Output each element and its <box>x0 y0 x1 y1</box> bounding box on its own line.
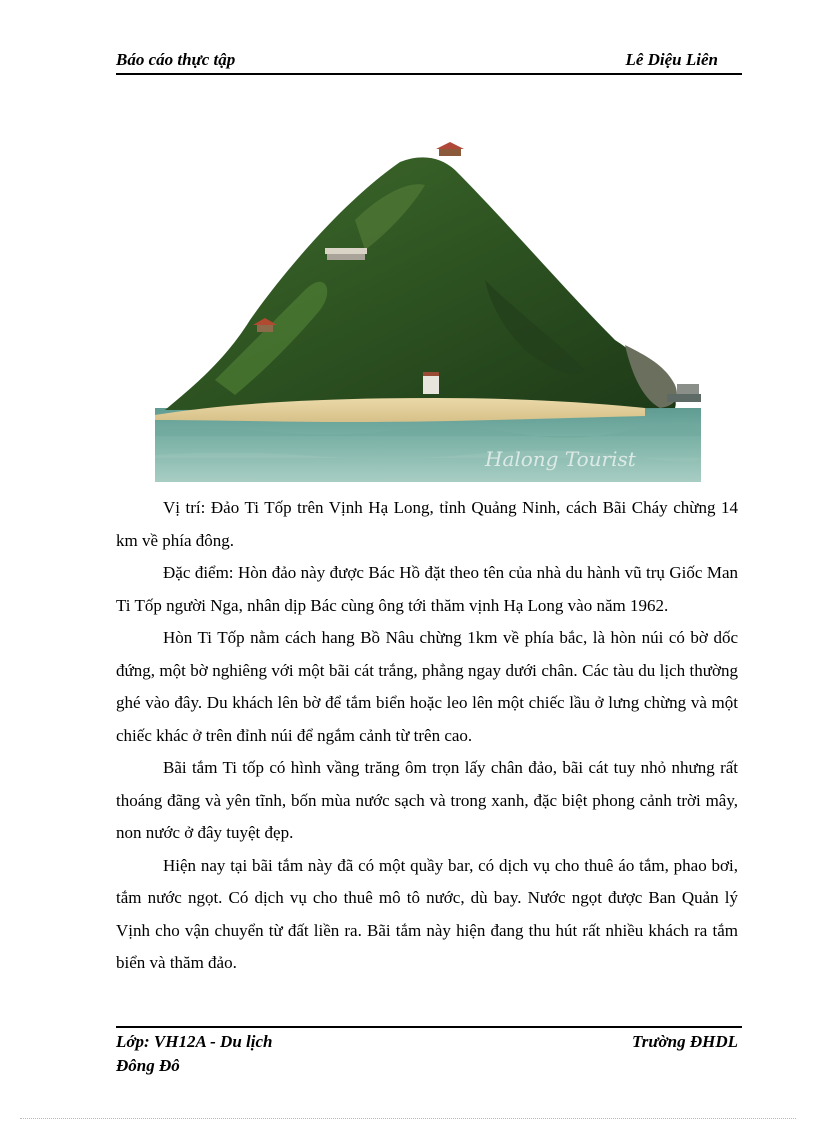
paragraph-services: Hiện nay tại bãi tắm này đã có một quầy bar, có dịch vụ cho thuê áo tắm, phao bơi, tắm nước ngọt. Có dịch vụ cho thuê mô tô nước, dù bay. Nước ngọt được Ban Quản lý Vịnh cho vận chuyển từ đất liền ra. Bãi tắm này hiện đang thu hút rất nhiều khách ra tắm biển và thăm đảo. <box>116 855 738 972</box>
island-photo <box>155 140 701 482</box>
header-report-title: Báo cáo thực tập <box>116 50 236 69</box>
paragraph-features: Đặc điểm: Hòn đảo này được Bác Hồ đặt theo tên của nhà du hành vũ trụ Giốc Man Ti Tốp người Nga, nhân dịp Bác cùng ông tới thăm vịnh Hạ Long vào năm 1962. <box>116 563 738 615</box>
header-author-name: Lê Diệu Liên <box>625 50 718 69</box>
photo-watermark: Halong Tourist <box>485 447 636 471</box>
paragraph-location: Vị trí: Đảo Ti Tốp trên Vịnh Hạ Long, tỉnh Quảng Ninh, cách Bãi Cháy chừng 14 km về phía đông. <box>116 498 738 550</box>
footer-class: Lớp: VH12A - Du lịch <box>116 1032 273 1051</box>
footer-rule <box>116 1026 742 1028</box>
footer-school-name: Đông Đô <box>116 1056 180 1075</box>
footer-university: Trường ĐHDL <box>631 1032 738 1051</box>
page-bottom-dotted-border <box>20 1118 796 1119</box>
document-body <box>116 492 738 980</box>
header-rule <box>116 73 742 75</box>
paragraph-description: Hòn Ti Tốp nằm cách hang Bồ Nâu chừng 1km về phía bắc, là hòn núi có bờ dốc đứng, một bờ nghiêng với một bãi cát trắng, phẳng ngay dưới chân. Các tàu du lịch thường ghé vào đây. Du khách lên bờ để tắm biển hoặc leo lên một chiếc lầu ở lưng chừng và một chiếc khác ở trên đỉnh núi để ngắm cảnh từ trên cao. <box>116 628 738 745</box>
page-header <box>116 50 742 72</box>
paragraph-beach: Bãi tắm Ti tốp có hình vầng trăng ôm trọn lấy chân đảo, bãi cát tuy nhỏ nhưng rất thoáng đãng và yên tĩnh, bốn mùa nước sạch và trong xanh, đặc biệt phong cảnh trời mây, non nước ở đây tuyệt đẹp. <box>116 758 738 842</box>
